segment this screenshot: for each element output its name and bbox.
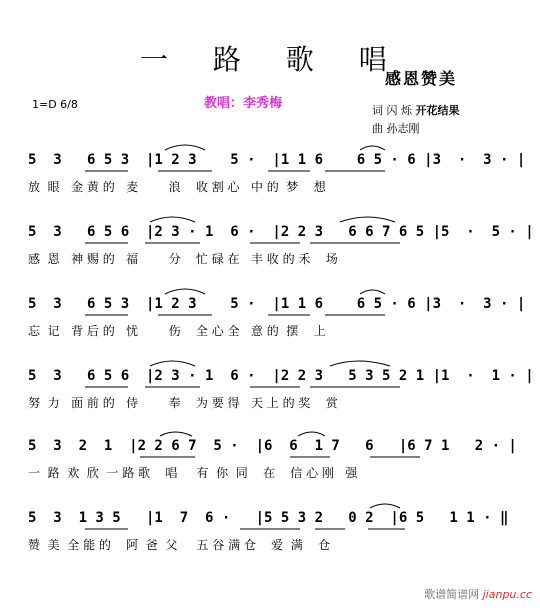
notes-line: 5 3 6 5 6 |2 3 · 1 6 · |2 2 3 5 3 5 2 1 |1 · 1 · |: [28, 368, 534, 384]
slur: [360, 290, 385, 294]
singer-credit: 教唱：李秀梅: [204, 96, 283, 111]
notes-line: 5 3 6 5 3 |1 2 3 5 · |1 1 6 6 5 · 6 |3 · 3 · |: [28, 296, 526, 312]
watermark: [424, 586, 532, 602]
slur: [150, 361, 195, 366]
slur: [165, 145, 205, 150]
song-subtitle: 感恩赞美: [385, 69, 458, 88]
slur: [150, 217, 195, 222]
slur: [360, 146, 385, 150]
slur: [340, 217, 395, 222]
watermark-cn: 歌谱简谱网: [424, 588, 480, 601]
composer-credit: 曲 孙志刚: [372, 122, 420, 135]
lyrics-line: 放 眼 金 黄 的 麦 浪 收 割 心 中 的 梦 想: [28, 180, 326, 194]
notes-line: 5 3 1 3 5 |1 7 6 · |5 5 3 2 0 2 |6 5 1 1 · ‖: [28, 510, 509, 526]
song-title: 一 路 歌 唱: [140, 43, 405, 76]
slur: [370, 504, 400, 508]
lyrics-line: 努 力 面 前 的 侍 奉 为 要 得 天 上 的 奖 赏: [28, 396, 338, 410]
lyrics-line: 感 恩 神 赐 的 福 分 忙 碌 在 丰 收 的 禾 场: [28, 252, 338, 266]
key-signature: 1=D 6/8: [32, 98, 78, 111]
notes-line: 5 3 6 5 3 |1 2 3 5 · |1 1 6 6 5 · 6 |3 · 3 · |: [28, 152, 526, 168]
lyricist-prefix: 词 闪 烁: [372, 104, 412, 117]
lyrics-line: 赞 美 全 能 的 阿 爸 父 五 谷 满 仓 爱 满 仓: [28, 538, 331, 552]
watermark-en: jianpu.cc: [482, 588, 532, 601]
slur: [165, 289, 205, 294]
slur: [160, 432, 192, 436]
lyricist-bold: 开花结果: [415, 104, 460, 117]
slur: [298, 432, 325, 436]
notes-line: 5 3 6 5 6 |2 3 · 1 6 · |2 2 3 6 6 7 6 5 |5 · 5 · |: [28, 224, 534, 240]
notes-line: 5 3 2 1 |2 2 6 7 5 · |6 6 1 7 6 |6 7 1 2 · |: [28, 438, 517, 454]
lyrics-line: 忘 记 背 后 的 忧 伤 全 心 全 意 的 摆 上: [28, 324, 326, 338]
slur: [330, 361, 390, 366]
lyrics-line: 一 路 欢 欣 一 路 歌 唱 有 你 同 在 信 心 刚 强: [28, 466, 358, 480]
